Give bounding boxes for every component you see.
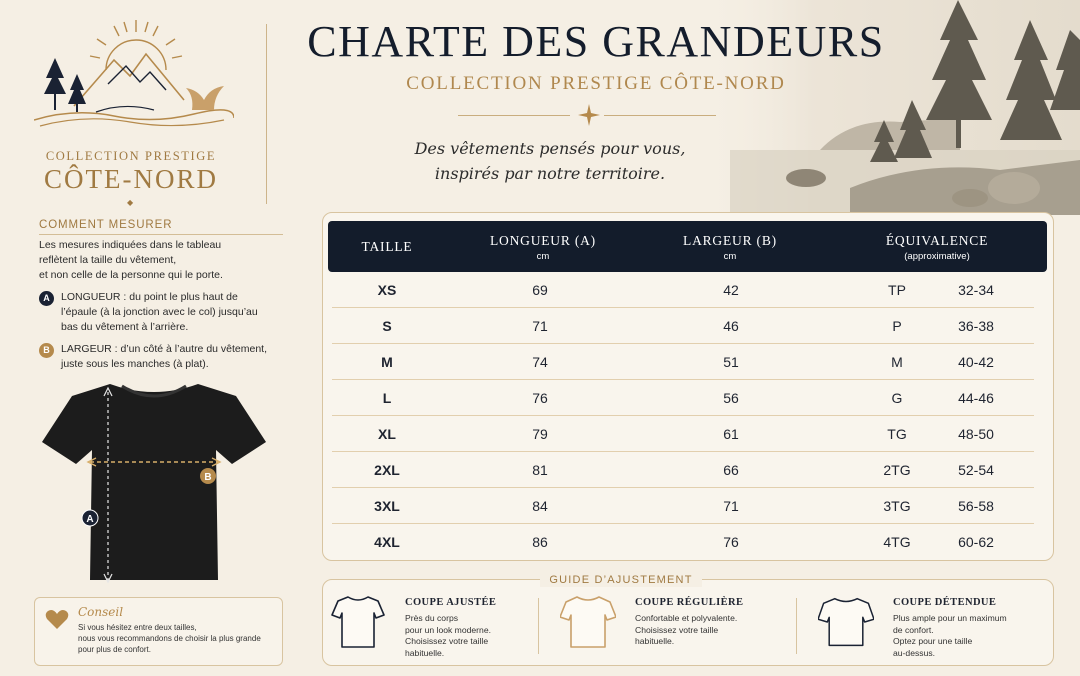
- brand-subtitle: COLLECTION PRESTIGE: [45, 149, 217, 163]
- cell-size: S: [382, 318, 392, 334]
- table-row: [332, 524, 1034, 560]
- table-row: [332, 308, 1034, 344]
- measure-item-length: [39, 290, 294, 335]
- cell-size: L: [382, 390, 392, 406]
- tip-line: pour plus de confort.: [78, 645, 151, 654]
- cell-length: 76: [532, 390, 548, 406]
- fit-line: Plus ample pour un maximum: [893, 613, 1007, 623]
- fit-line: habituelle.: [635, 636, 675, 646]
- measure-line: LARGEUR : d’un côté à l’autre du vêtement,: [61, 343, 268, 355]
- tshirt-diagram-icon: [38, 380, 270, 586]
- measure-line: bas du vêtement à l’arrière.: [61, 321, 189, 333]
- tip-box: [34, 597, 283, 666]
- cell-equivalence: P: [892, 318, 902, 334]
- cell-size: M: [381, 354, 393, 370]
- cell-equivalence: TG: [887, 426, 907, 442]
- header-rule-right: [604, 115, 716, 116]
- brand-name: CÔTE-NORD: [44, 164, 218, 194]
- measure-line: juste sous les manches (à plat).: [61, 358, 209, 370]
- fit-divider: [796, 598, 797, 654]
- header-length-title: LONGUEUR (A): [490, 233, 596, 248]
- cell-length: 79: [532, 426, 548, 442]
- measure-item-width: [39, 342, 294, 372]
- cell-equivalence: M: [891, 354, 903, 370]
- cell-length: 86: [532, 534, 548, 550]
- fit-line: pour un look moderne.: [405, 624, 491, 635]
- slim-fit-tshirt-icon: [330, 593, 386, 651]
- cell-equivalence: 2TG: [883, 462, 911, 478]
- header-equivalence-title: ÉQUIVALENCE: [885, 233, 989, 248]
- badge-a: A: [39, 291, 54, 306]
- fit-regular-name: COUPE RÉGULIÈRE: [635, 597, 744, 608]
- header-width-title: LARGEUR (B): [683, 233, 777, 248]
- fit-relaxed: [818, 593, 1048, 661]
- diagram-label-a: A: [86, 514, 94, 525]
- brand-logo-icon: [34, 14, 234, 130]
- fit-line: Choisissez votre taille: [405, 636, 489, 646]
- measure-intro-line: et non celle de la personne qui le porte.: [39, 269, 223, 281]
- cell-width: 46: [723, 318, 739, 334]
- header-size-title: TAILLE: [361, 239, 413, 254]
- fit-divider: [538, 598, 539, 654]
- cell-range: 40-42: [958, 354, 994, 370]
- cell-equivalence: 3TG: [883, 498, 911, 514]
- table-row: [332, 416, 1034, 452]
- header-equivalence-unit: (approximative): [904, 251, 970, 262]
- table-row: [332, 452, 1034, 488]
- table-row: [332, 488, 1034, 524]
- fit-line: Optez pour une taille: [893, 636, 973, 646]
- cell-equivalence: 4TG: [883, 534, 911, 550]
- header-length: [446, 233, 640, 262]
- regular-fit-tshirt-icon: [560, 593, 616, 651]
- table-row: [332, 380, 1034, 416]
- cell-size: 4XL: [374, 534, 400, 550]
- cell-length: 71: [532, 318, 548, 334]
- cell-size: XL: [378, 426, 396, 442]
- measure-item-text: [39, 290, 294, 335]
- cell-equivalence: G: [891, 390, 903, 406]
- page-subtitle: COLLECTION PRESTIGE CÔTE-NORD: [406, 73, 786, 94]
- header-divider: [266, 24, 267, 204]
- tip-line: Si vous hésitez entre deux tailles,: [78, 623, 197, 632]
- measure-line: l’épaule (à la jonction avec le col) jusqu’au: [61, 306, 258, 318]
- cell-width: 71: [723, 498, 739, 514]
- cell-length: 69: [532, 282, 548, 298]
- tip-title: Conseil: [78, 605, 124, 619]
- fit-slim-name: COUPE AJUSTÉE: [405, 597, 497, 608]
- header-size: [328, 239, 446, 255]
- cell-range: 52-54: [958, 462, 994, 478]
- diamond-ornament-icon: ◆: [127, 198, 134, 207]
- cell-equivalence: TP: [888, 282, 906, 298]
- fit-line: au-dessus.: [893, 647, 936, 658]
- cell-range: 32-34: [958, 282, 994, 298]
- fit-line: Près du corps: [405, 613, 459, 623]
- table-header: [328, 221, 1047, 272]
- tagline-line: Des vêtements pensés pour vous,: [414, 139, 686, 158]
- header-width-unit: cm: [723, 251, 737, 262]
- measure-intro-line: reflètent la taille du vêtement,: [39, 254, 177, 266]
- cell-width: 51: [723, 354, 739, 370]
- header-equivalence: [828, 233, 1046, 262]
- cell-length: 84: [532, 498, 548, 514]
- cell-width: 76: [723, 534, 739, 550]
- tip-text: [78, 622, 278, 655]
- cell-range: 36-38: [958, 318, 994, 334]
- table-row: [332, 272, 1034, 308]
- fit-line: habituelle.: [405, 647, 445, 658]
- tagline: [390, 136, 710, 186]
- badge-b: B: [39, 343, 54, 358]
- measure-intro-line: Les mesures indiquées dans le tableau: [39, 239, 222, 251]
- measure-item-text: [39, 342, 294, 372]
- heart-icon: [45, 608, 69, 630]
- header-rule-left: [458, 115, 570, 116]
- cell-length: 74: [532, 354, 548, 370]
- fit-regular: [560, 593, 786, 661]
- page-title: CHARTE DES GRANDEURS: [307, 17, 885, 66]
- cell-width: 66: [723, 462, 739, 478]
- measure-divider: [39, 234, 283, 235]
- cell-width: 56: [723, 390, 739, 406]
- fit-guide-title: GUIDE D’AJUSTEMENT: [540, 573, 702, 587]
- fit-line: Confortable et polyvalente.: [635, 613, 738, 623]
- fit-slim-desc: [405, 613, 565, 659]
- cell-range: 44-46: [958, 390, 994, 406]
- cell-range: 48-50: [958, 426, 994, 442]
- cell-width: 42: [723, 282, 739, 298]
- measure-intro: [39, 238, 289, 283]
- measure-title: COMMENT MESURER: [39, 219, 173, 231]
- table-body: [332, 272, 1034, 560]
- diagram-label-b: B: [204, 472, 212, 483]
- table-row: [332, 344, 1034, 380]
- tip-line: nous vous recommandons de choisir la plus grande: [78, 634, 261, 643]
- relaxed-fit-tshirt-icon: [818, 593, 874, 651]
- fit-relaxed-name: COUPE DÉTENDUE: [893, 597, 997, 608]
- cell-range: 56-58: [958, 498, 994, 514]
- cell-length: 81: [532, 462, 548, 478]
- fit-slim: [330, 593, 536, 661]
- cell-size: 2XL: [374, 462, 400, 478]
- cell-width: 61: [723, 426, 739, 442]
- tagline-line: inspirés par notre territoire.: [434, 164, 666, 183]
- cell-size: 3XL: [374, 498, 400, 514]
- fit-line: de confort.: [893, 624, 934, 635]
- measure-line: LONGUEUR : du point le plus haut de: [61, 291, 238, 303]
- cell-range: 60-62: [958, 534, 994, 550]
- header-length-unit: cm: [536, 251, 550, 262]
- cell-size: XS: [377, 282, 397, 298]
- fit-relaxed-desc: [893, 613, 1053, 659]
- star-ornament-icon: [578, 104, 600, 126]
- fit-line: Choisissez votre taille: [635, 624, 719, 635]
- fit-regular-desc: [635, 613, 795, 648]
- header-width: [640, 233, 820, 262]
